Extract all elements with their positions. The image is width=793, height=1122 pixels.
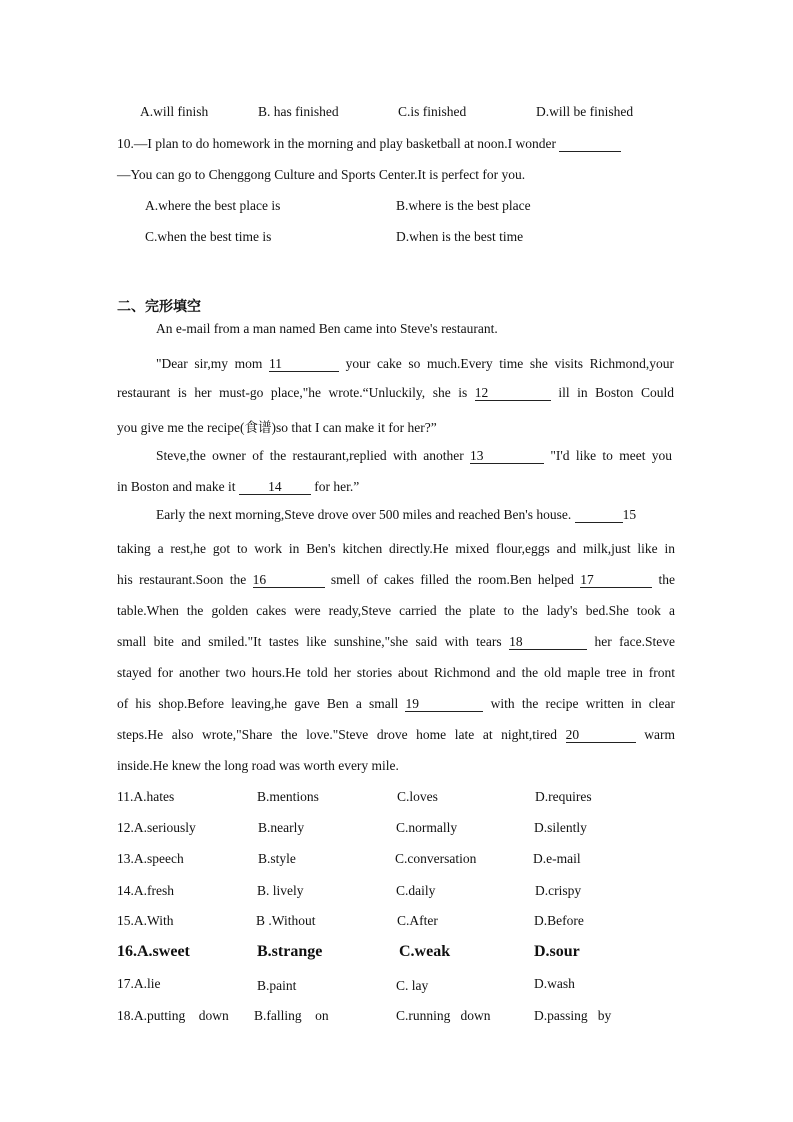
option-18-b: B.falling on (254, 1008, 329, 1023)
option-13-a: 13.A.speech (117, 851, 184, 866)
option-15-a: 15.A.With (117, 913, 174, 928)
blank-12[interactable]: 12 (475, 386, 551, 401)
q10-stem-text: 10.—I plan to do homework in the morning and play basketball at noon.I wonder (117, 136, 557, 151)
passage-line (117, 572, 675, 588)
option-11-d: D.requires (535, 789, 592, 804)
passage-text: of his shop.Before leaving,he gave Ben a small (117, 696, 399, 711)
option-14-a: 14.A.fresh (117, 883, 174, 898)
passage-line (156, 356, 674, 372)
passage-text: his restaurant.Soon the (117, 572, 247, 587)
option-13-c: C.conversation (395, 851, 477, 866)
q9-option-b: B. has finished (258, 104, 339, 119)
option-17-d: D.wash (534, 976, 575, 991)
passage-line: you give me the recipe(食谱)so that I can make it for her?” (117, 420, 437, 435)
q10-option-d: D.when is the best time (396, 229, 524, 244)
option-15-d: D.Before (534, 913, 584, 928)
passage-text: "I'd like to meet you (550, 448, 673, 463)
passage-text: your cake so much.Every time she visits Richmond,your (345, 356, 675, 371)
passage-text: Steve,the owner of the restaurant,replied with another (156, 448, 464, 463)
option-18-a: 18.A.putting down (117, 1008, 229, 1023)
option-14-c: C.daily (396, 883, 436, 898)
option-12-d: D.silently (534, 820, 587, 835)
passage-text: ill in Boston Could (558, 385, 674, 400)
q10-answer-blank[interactable] (559, 137, 621, 152)
option-15-b: B .Without (256, 913, 316, 928)
blank-15-number: 15 (622, 507, 637, 522)
passage-text: with the recipe written in clear (490, 696, 675, 711)
passage-line (117, 385, 674, 401)
q9-option-c: C.is finished (398, 104, 467, 119)
option-11-b: B.mentions (257, 789, 319, 804)
passage-text: the (658, 572, 676, 587)
passage-text: smell of cakes filled the room.Ben helped (330, 572, 574, 587)
option-13-d: D.e-mail (533, 851, 581, 866)
option-11-c: C.loves (397, 789, 438, 804)
blank-14[interactable]: 14 (239, 480, 311, 495)
passage-line (156, 507, 636, 523)
passage-text: for her.” (314, 479, 360, 494)
passage-line: taking a rest,he got to work in Ben's kitchen directly.He mixed flour,eggs and milk,just like in (117, 541, 675, 556)
blank-11[interactable]: 11 (269, 357, 339, 372)
section-title: 二、完形填空 (117, 299, 201, 315)
blank-13[interactable]: 13 (470, 449, 544, 464)
passage-line (156, 448, 672, 464)
passage-line: stayed for another two hours.He told her stories about Richmond and the old maple tree in front (117, 665, 675, 680)
option-11-a: 11.A.hates (117, 789, 175, 804)
passage-text: her face.Steve (594, 634, 676, 649)
blank-15[interactable] (575, 508, 623, 523)
option-14-d: D.crispy (535, 883, 582, 898)
blank-19[interactable]: 19 (405, 697, 483, 712)
passage-text: steps.He also wrote,"Share the love."Steve drove home late at night,tired (117, 727, 558, 742)
option-12-a: 12.A.seriously (117, 820, 196, 835)
passage-line (117, 696, 675, 712)
q9-option-a: A.will finish (140, 104, 209, 119)
blank-20[interactable]: 20 (566, 728, 636, 743)
q9-option-d: D.will be finished (536, 104, 634, 119)
passage-text: warm (644, 727, 676, 742)
q10-stem (117, 136, 621, 152)
passage-line (117, 634, 675, 650)
option-13-b: B.style (258, 851, 296, 866)
option-16-c: C.weak (399, 943, 451, 960)
passage-line: table.When the golden cakes were ready,Steve carried the plate to the lady's bed.She took a (117, 603, 675, 618)
passage-text: in Boston and make it (117, 479, 236, 494)
passage-line: inside.He knew the long road was worth every mile. (117, 758, 399, 773)
blank-16[interactable]: 16 (253, 573, 325, 588)
option-12-b: B.nearly (258, 820, 305, 835)
option-17-a: 17.A.lie (117, 976, 161, 991)
q10-option-a: A.where the best place is (145, 198, 281, 213)
option-17-b: B.paint (257, 978, 297, 993)
q10-reply: —You can go to Chenggong Culture and Sports Center.It is perfect for you. (117, 167, 526, 182)
option-14-b: B. lively (257, 883, 304, 898)
passage-text: restaurant is her must-go place,"he wrote.“Unluckily, she is (117, 385, 468, 400)
q10-option-c: C.when the best time is (145, 229, 272, 244)
passage-line (117, 727, 675, 743)
passage-text: small bite and smiled."It tastes like sunshine,"she said with tears (117, 634, 502, 649)
passage-text: "Dear sir,my mom (156, 356, 263, 371)
option-12-c: C.normally (396, 820, 458, 835)
option-18-c: C.running down (396, 1008, 491, 1023)
passage-p1: An e-mail from a man named Ben came into Steve's restaurant. (156, 321, 498, 336)
option-16-a: 16.A.sweet (117, 943, 190, 960)
option-16-b: B.strange (257, 943, 323, 960)
option-15-c: C.After (397, 913, 438, 928)
passage-line (117, 479, 359, 495)
blank-18[interactable]: 18 (509, 635, 587, 650)
blank-17[interactable]: 17 (580, 573, 652, 588)
option-16-d: D.sour (534, 943, 580, 960)
q10-option-b: B.where is the best place (396, 198, 531, 213)
option-18-d: D.passing by (534, 1008, 612, 1023)
passage-text: Early the next morning,Steve drove over 500 miles and reached Ben's house. (156, 507, 572, 522)
option-17-c: C. lay (396, 978, 429, 993)
